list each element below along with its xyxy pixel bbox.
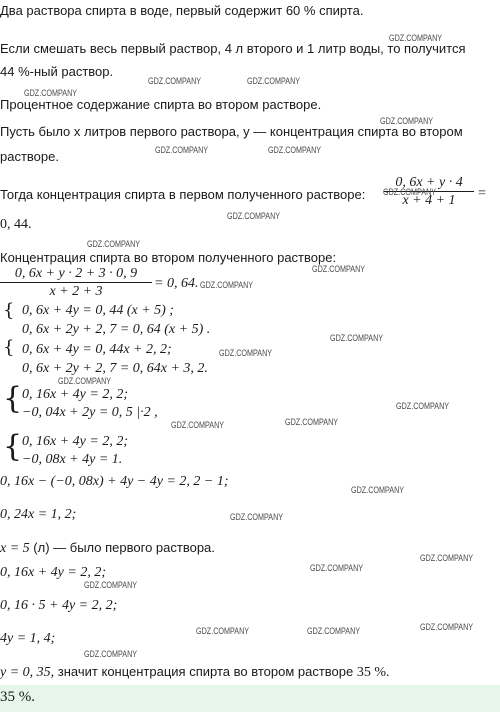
watermark: GDZ.COMPANY	[420, 622, 474, 632]
step-3: 0, 16x + 4y = 2, 2;	[0, 565, 106, 580]
left-brace: {	[3, 381, 23, 416]
let-line-2: растворе.	[0, 149, 59, 164]
task-heading: Процентное содержание спирта во втором растворе.	[0, 97, 322, 112]
first-conc-text: Тогда концентрация спирта в первом полученного растворе:	[0, 187, 366, 202]
system2-eq-a: 0, 16x + 4y = 2, 2;	[22, 387, 128, 402]
watermark: GDZ.COMPANY	[227, 211, 281, 221]
watermark: GDZ.COMPANY	[268, 145, 322, 155]
step-1: 0, 16x − (−0, 08x) + 4y − 4y = 2, 2 − 1;	[0, 474, 229, 489]
watermark: GDZ.COMPANY	[84, 580, 138, 590]
watermark: GDZ.COMPANY	[383, 187, 437, 197]
left-brace: {	[3, 300, 15, 321]
watermark: GDZ.COMPANY	[247, 76, 301, 86]
watermark: GDZ.COMPANY	[155, 145, 209, 155]
watermark: GDZ.COMPANY	[389, 33, 443, 43]
second-fraction	[0, 266, 152, 299]
first-fraction-num: 0, 6x + y · 4	[395, 175, 463, 190]
watermark: GDZ.COMPANY	[200, 280, 254, 290]
let-line-1: Пусть было x литров первого раствора, y — концентрация спирта во втором	[0, 124, 463, 139]
system3-eq-b: −0, 08x + 4y = 1.	[22, 452, 123, 467]
y-value: y = 0, 35,	[0, 665, 55, 680]
watermark: GDZ.COMPANY	[420, 553, 474, 563]
problem-line-1: Два раствора спирта в воде, первый содержит 60 % спирта.	[0, 3, 364, 18]
system1-eq-b: 0, 6x + 2y + 2, 7 = 0, 64 (x + 5) .	[22, 322, 211, 337]
watermark: GDZ.COMPANY	[196, 626, 250, 636]
watermark: GDZ.COMPANY	[84, 649, 138, 659]
problem-line-3: 44 %-ный раствор.	[0, 64, 114, 79]
watermark: GDZ.COMPANY	[148, 76, 202, 86]
watermark: GDZ.COMPANY	[307, 626, 361, 636]
watermark: GDZ.COMPANY	[58, 376, 112, 386]
watermark: GDZ.COMPANY	[312, 264, 366, 274]
fraction-bar	[0, 282, 152, 283]
y-percent: 35 %.	[356, 665, 390, 680]
step-4: 0, 16 · 5 + 4y = 2, 2;	[0, 598, 118, 613]
step-2: 0, 24x = 1, 2;	[0, 507, 77, 522]
watermark: GDZ.COMPANY	[396, 401, 450, 411]
left-brace: {	[3, 429, 23, 464]
watermark: GDZ.COMPANY	[330, 333, 384, 343]
system2-eq-b: −0, 04x + 2y = 0, 5 |·2 ,	[22, 405, 158, 420]
system1-eq-c: 0, 6x + 4y = 0, 44x + 2, 2;	[22, 342, 172, 357]
problem-line-2: Если смешать весь первый раствор, 4 л второго и 1 литр воды, то получится	[0, 41, 466, 56]
system3-eq-a: 0, 16x + 4y = 2, 2;	[22, 434, 128, 449]
second-fraction-den: x + 2 + 3	[49, 284, 103, 299]
watermark: GDZ.COMPANY	[171, 420, 225, 430]
watermark: GDZ.COMPANY	[230, 512, 284, 522]
watermark: GDZ.COMPANY	[24, 88, 78, 98]
y-text: значит концентрация спирта во втором растворе	[57, 664, 354, 679]
x-value: x = 5	[0, 541, 30, 556]
first-fraction-den: x + 4 + 1	[402, 193, 456, 208]
watermark: GDZ.COMPANY	[351, 485, 405, 495]
first-result: 0, 44.	[0, 217, 32, 232]
step-5: 4y = 1, 4;	[0, 631, 56, 646]
second-result: = 0, 64.	[154, 276, 199, 291]
first-equals: =	[478, 186, 486, 201]
y-result-line	[0, 664, 500, 681]
second-fraction-num: 0, 6x + y · 2 + 3 · 0, 9	[14, 266, 138, 281]
watermark: GDZ.COMPANY	[87, 239, 141, 249]
watermark: GDZ.COMPANY	[380, 116, 434, 126]
x-text: (л) — было первого раствора.	[33, 540, 215, 555]
system1-eq-a: 0, 6x + 4y = 0, 44 (x + 5) ;	[22, 303, 174, 318]
left-brace: {	[3, 337, 15, 358]
system1-eq-d: 0, 6x + 2y + 2, 7 = 0, 64x + 3, 2.	[22, 361, 208, 376]
watermark: GDZ.COMPANY	[285, 417, 339, 427]
watermark: GDZ.COMPANY	[219, 348, 273, 358]
watermark: GDZ.COMPANY	[310, 563, 364, 573]
second-conc-text: Концентрация спирта во втором полученного растворе:	[0, 250, 337, 265]
final-answer: 35 %.	[0, 689, 35, 705]
